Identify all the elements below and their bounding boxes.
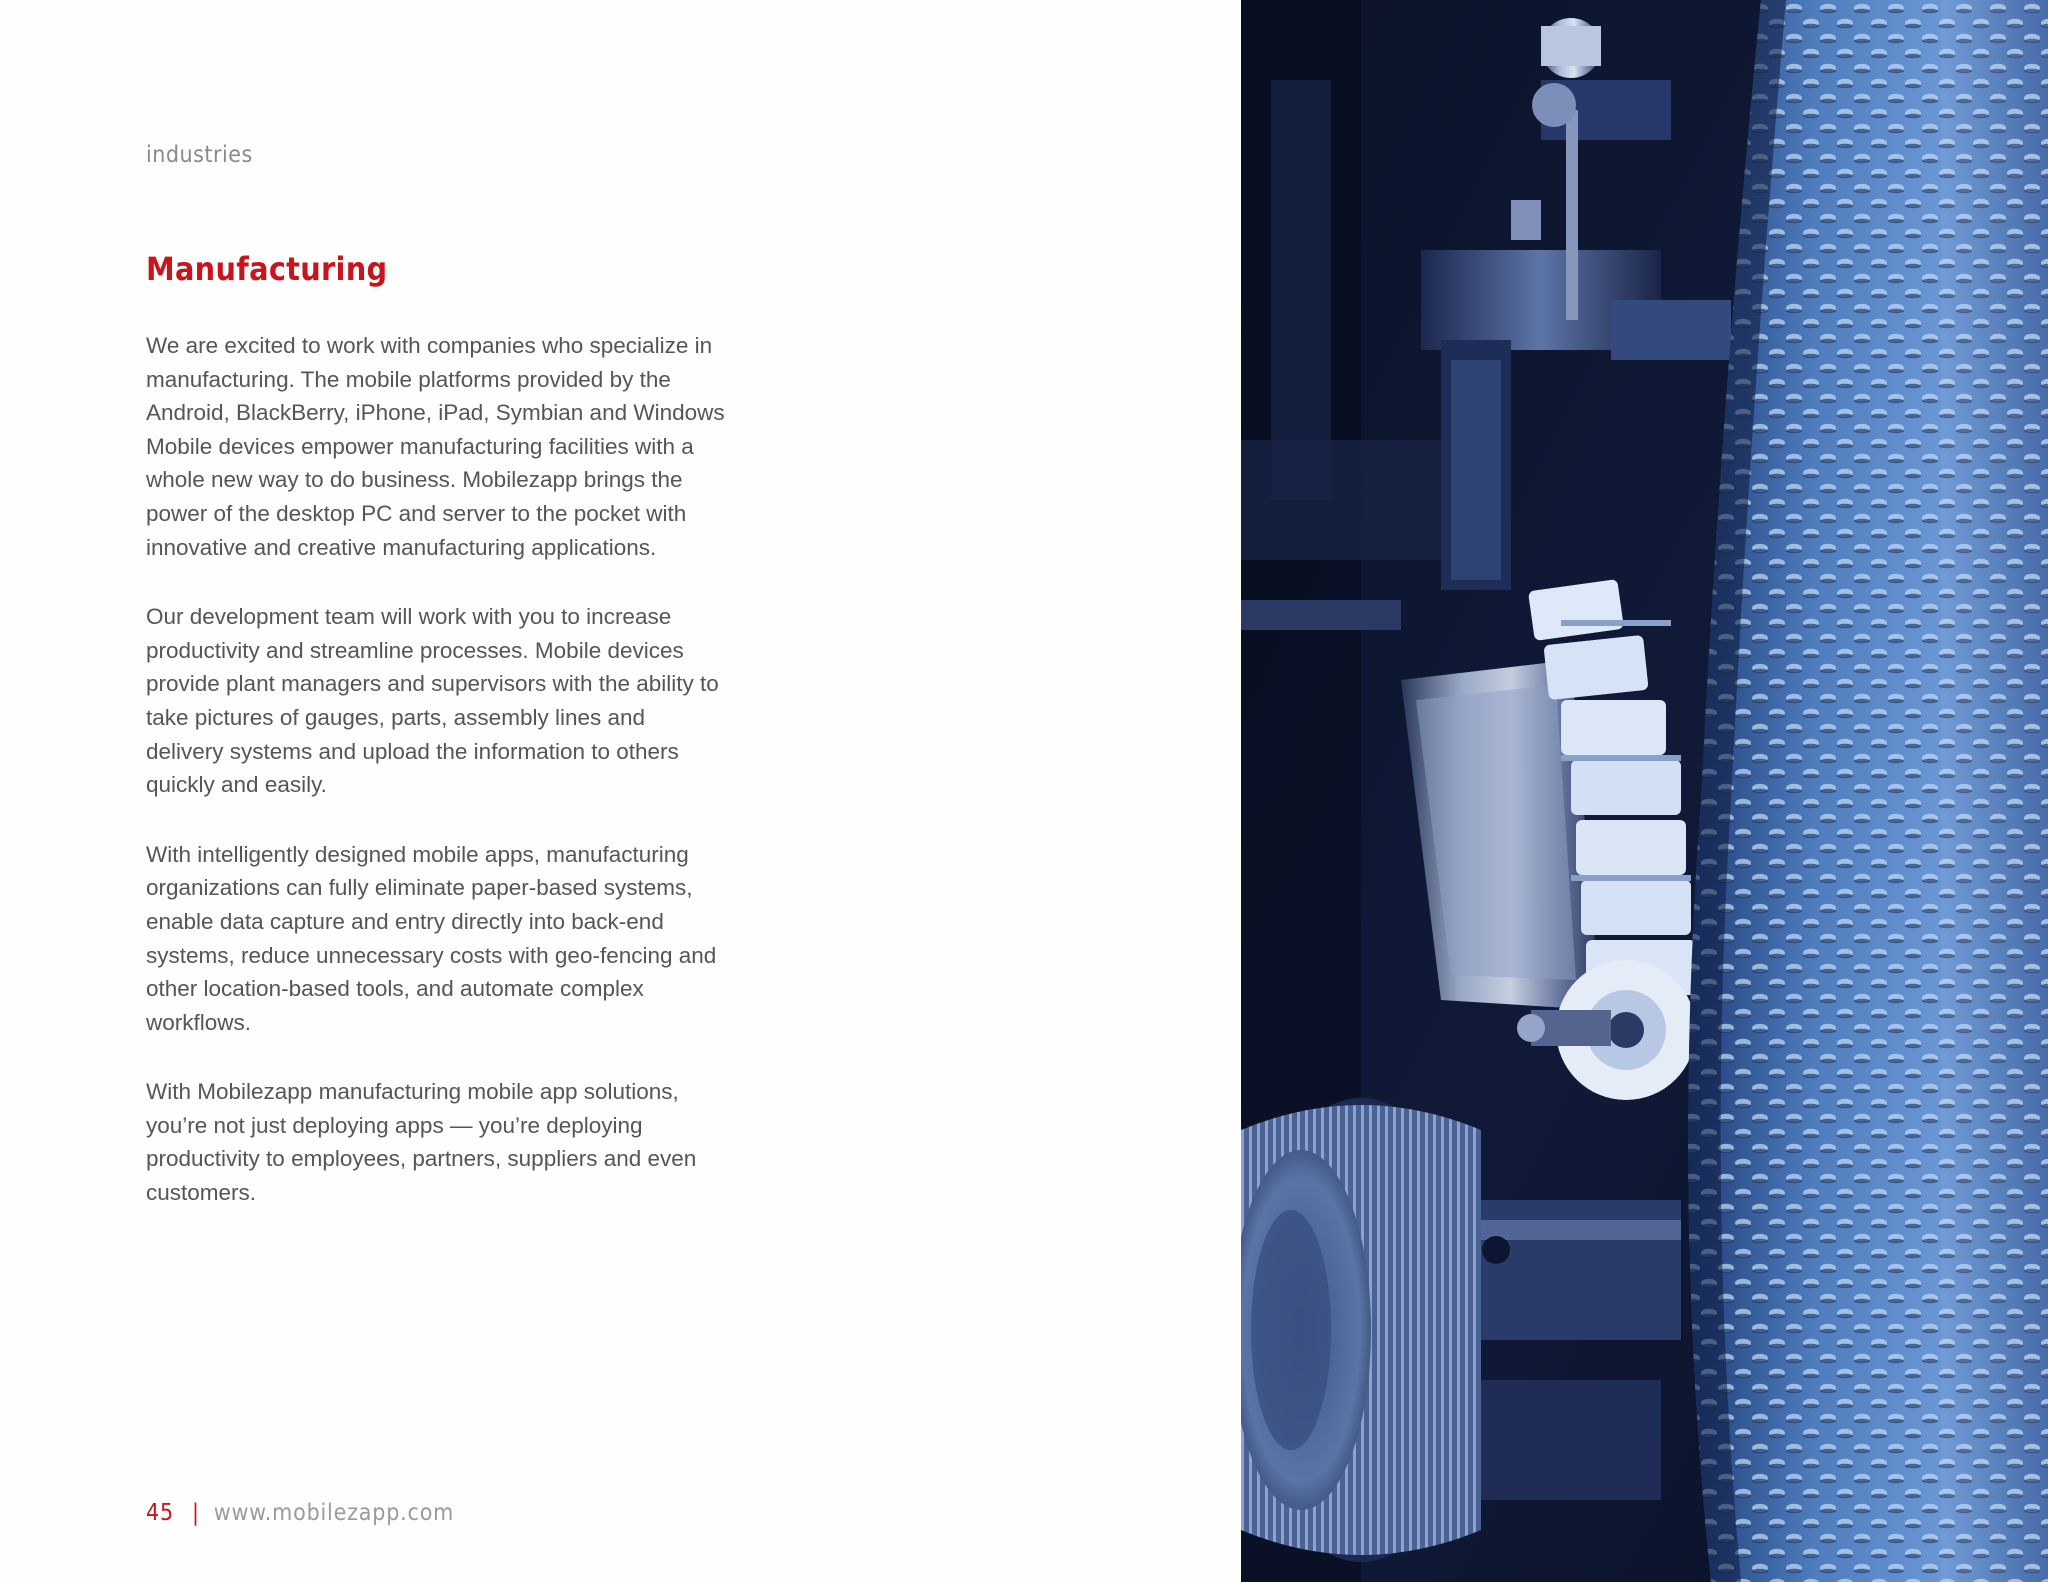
- machinery-photo: [1241, 0, 2048, 1582]
- machinery-illustration: [1241, 0, 2048, 1582]
- paragraph-2: Our development team will work with you to increase productivity and streamline processes. Mobile devices provide plant managers and supervisors with the ability to take pictures of gauges, parts, assembly lines and delivery systems and upload the information to others quickly and easily.: [146, 604, 719, 798]
- footer-url[interactable]: www.mobilezapp.com: [213, 1500, 455, 1526]
- page-number: 45: [146, 1500, 174, 1526]
- ridged-knob: [1241, 1098, 1481, 1562]
- page-footer: [146, 1500, 454, 1526]
- paragraph-4: With Mobilezapp manufacturing mobile app solutions, you’re not just deploying apps — you’re deploying productivity to employees, partners, suppliers and even customers.: [146, 1079, 697, 1206]
- paragraph-3: With intelligently designed mobile apps, manufacturing organizations can fully eliminate paper-based systems, enable data capture and entry directly into back-end systems, reduce unnecessary costs with geo-fencing and other location-based tools, and automate complex workflows.: [146, 841, 717, 1035]
- body-text: [146, 329, 726, 1246]
- page-title: Manufacturing: [146, 250, 388, 288]
- section-label: industries: [146, 142, 253, 168]
- paragraph-1: We are excited to work with companies who specialize in manufacturing. The mobile platforms provided by the Android, BlackBerry, iPhone, iPad, Symbian and Windows Mobile devices empower manufacturing facilities with a whole new way to do business. Mobilezapp brings the power of the desktop PC and server to the pocket with innovative and creative manufacturing applications.: [146, 333, 725, 560]
- footer-separator: |: [191, 1500, 200, 1526]
